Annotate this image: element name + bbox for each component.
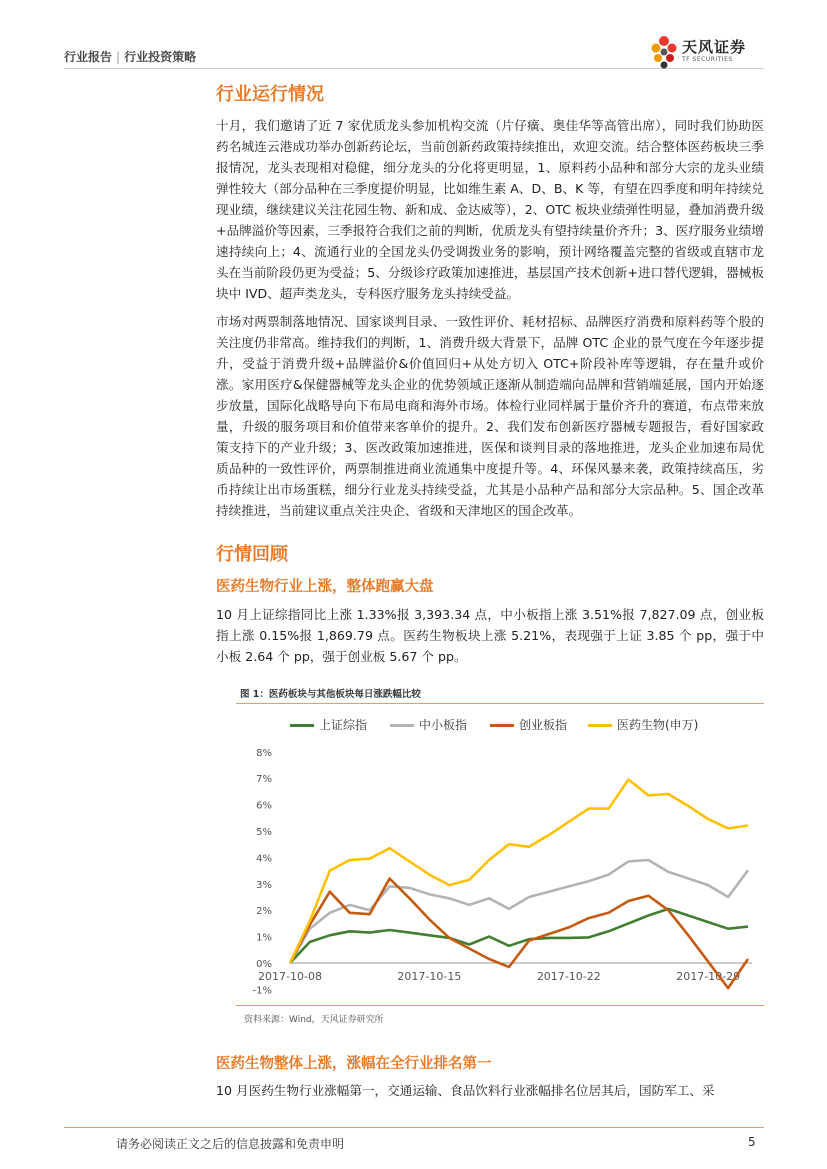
paragraph-ranking: 10 月医药生物行业涨幅第一，交通运输、食品饮料行业涨幅排名位居其后，国防军工、采 <box>216 1083 715 1098</box>
company-logo <box>648 34 768 70</box>
report-type: 行业报告 <box>64 50 113 64</box>
legend-item-chinext <box>490 716 567 733</box>
subtitle-ranking: 医药生物整体上涨，涨幅在全行业排名第一 <box>216 1056 492 1072</box>
header-separator: | <box>116 50 121 64</box>
y-tick-label: 4% <box>256 853 272 865</box>
figure-source: 资料来源：Wind，天风证券研究所 <box>244 1015 384 1025</box>
page-number: 5 <box>748 1135 756 1149</box>
subtitle-outperform: 医药生物行业上涨，整体跑赢大盘 <box>216 579 434 595</box>
paragraph-industry-2: 市场对两票制落地情况、国家谈判目录、一致性评价、耗材招标、品牌医疗消费和原料药等个股的关注度仍非常高。维持我们的判断，1、消费升级大背景下，品牌 OTC 企业的景气度在今年逐步提升，受益于消费升级+品牌溢价&价值回归+从处方切入 OTC+阶段补库等逻辑，存在量升或价涨。家用医疗&保健器械等龙头企业的优势领域正逐渐从制造端向品牌和营销端延展，国内开始逐步放量，国际化战略导向下布局电商和海外市场。体检行业同样属于量价齐升的赛道，布点带来放量，升级的服务项目和价值带来客单价的提升。2、我们发布创新医疗器械专题报告，看好国家政策支持下的产业升级；3、医改政策加速推进，医保和谈判目录的落地推进，龙头企业加速布局优质品种的一致性评价，两票制推进商业流通集中度提升等。4、环保风暴来袭，政策持续高压，劣币持续让出市场蛋糕，细分行业龙头持续受益，尤其是小品种产品和部分大宗品种。5、国企改革持续推进，当前建议重点关注央企、省级和天津地区的国企改革。 <box>216 314 764 518</box>
x-tick-label: 2017-10-15 <box>397 970 462 983</box>
x-tick-label: 2017-10-29 <box>676 970 741 983</box>
figure-caption: 图 1：医药板块与其他板块每日涨跌幅比较 <box>240 689 421 700</box>
y-tick-label: 8% <box>256 747 272 759</box>
series-line-1 <box>290 860 748 963</box>
legend-label: 创业板指 <box>519 718 568 732</box>
report-category: 行业投资策略 <box>124 50 197 64</box>
y-tick-label: 1% <box>256 932 272 944</box>
paragraph-market-review: 10 月上证综指同比上涨 1.33%报 3,393.34 点，中小板指上涨 3.51%报 7,827.09 点，创业板指上涨 0.15%报 1,869.79 点。医药生物板块上涨 5.21%，表现强于上证 3.85 个 pp，强于中小板 2.64 个 pp，强于创业板 5.67 个 pp。 <box>216 607 764 664</box>
series-line-3 <box>290 780 748 964</box>
x-tick-label: 2017-10-22 <box>536 970 601 983</box>
series-line-0 <box>290 909 748 963</box>
y-tick-label: 3% <box>256 879 272 891</box>
y-tick-label: 7% <box>256 774 272 786</box>
figure-bottom-rule <box>236 1005 764 1006</box>
section-title-industry-operation: 行业运行情况 <box>216 84 324 105</box>
section-title-market-review: 行情回顾 <box>216 544 288 565</box>
footer-disclaimer: 请务必阅读正文之后的信息披露和免责申明 <box>116 1137 345 1151</box>
y-tick-label: 6% <box>256 800 272 812</box>
paragraph-industry-1: 十月，我们邀请了近 7 家优质龙头参加机构交流（片仔癀、奥佳华等高管出席），同时我们协助医药名城连云港成功举办创新药论坛，当前创新药政策持续推出，欢迎交流。结合整体医药板块三季报情况，龙头表现相对稳健，细分龙头的分化将更明显，1、原料药小品种和部分大宗的龙头业绩弹性较大（部分品种在三季度提价明显，比如维生素 A、D、B、K 等，有望在四季度和明年持续兑现业绩，继续建议关注花园生物、新和成、金达威等），2、OTC 板块业绩弹性明显，叠加消费升级+品牌溢价等因素，三季报符合我们之前的判断，优质龙头有望持续量价齐升；3、医疗服务业绩增速持续向上；4、流通行业的全国龙头仍受调拨业务的影响，预计网络覆盖完整的省级或直辖市龙头在当前阶段仍更为受益；5、分级诊疗政策加速推进，基层国产技术创新+进口替代逻辑，器械板块中 IVD、超声类龙头，专科医疗服务龙头持续受益。 <box>216 118 764 301</box>
logo-flower-icon <box>648 34 680 70</box>
x-tick-label: 2017-10-08 <box>258 970 322 983</box>
legend-swatch <box>290 724 314 727</box>
legend-item-sse <box>290 716 367 733</box>
logo-name-en: TF SECURITIES <box>682 56 733 63</box>
legend-swatch <box>588 724 612 727</box>
y-tick-label: 2% <box>256 906 272 918</box>
legend-label: 医药生物(申万) <box>617 718 699 732</box>
legend-item-sme <box>390 716 467 733</box>
y-tick-label: -1% <box>252 985 272 997</box>
page-header <box>64 48 196 65</box>
legend-swatch <box>390 724 414 727</box>
legend-item-pharma <box>588 716 698 733</box>
y-tick-label: 5% <box>256 827 272 838</box>
y-tick-label: 0% <box>256 959 272 970</box>
legend-label: 中小板指 <box>419 718 468 732</box>
footer-rule <box>64 1127 764 1128</box>
legend-swatch <box>490 724 514 727</box>
series-line-2 <box>290 879 748 989</box>
logo-name-cn: 天风证券 <box>682 38 747 56</box>
legend-label: 上证综指 <box>319 718 368 732</box>
figure-top-rule <box>236 703 764 704</box>
